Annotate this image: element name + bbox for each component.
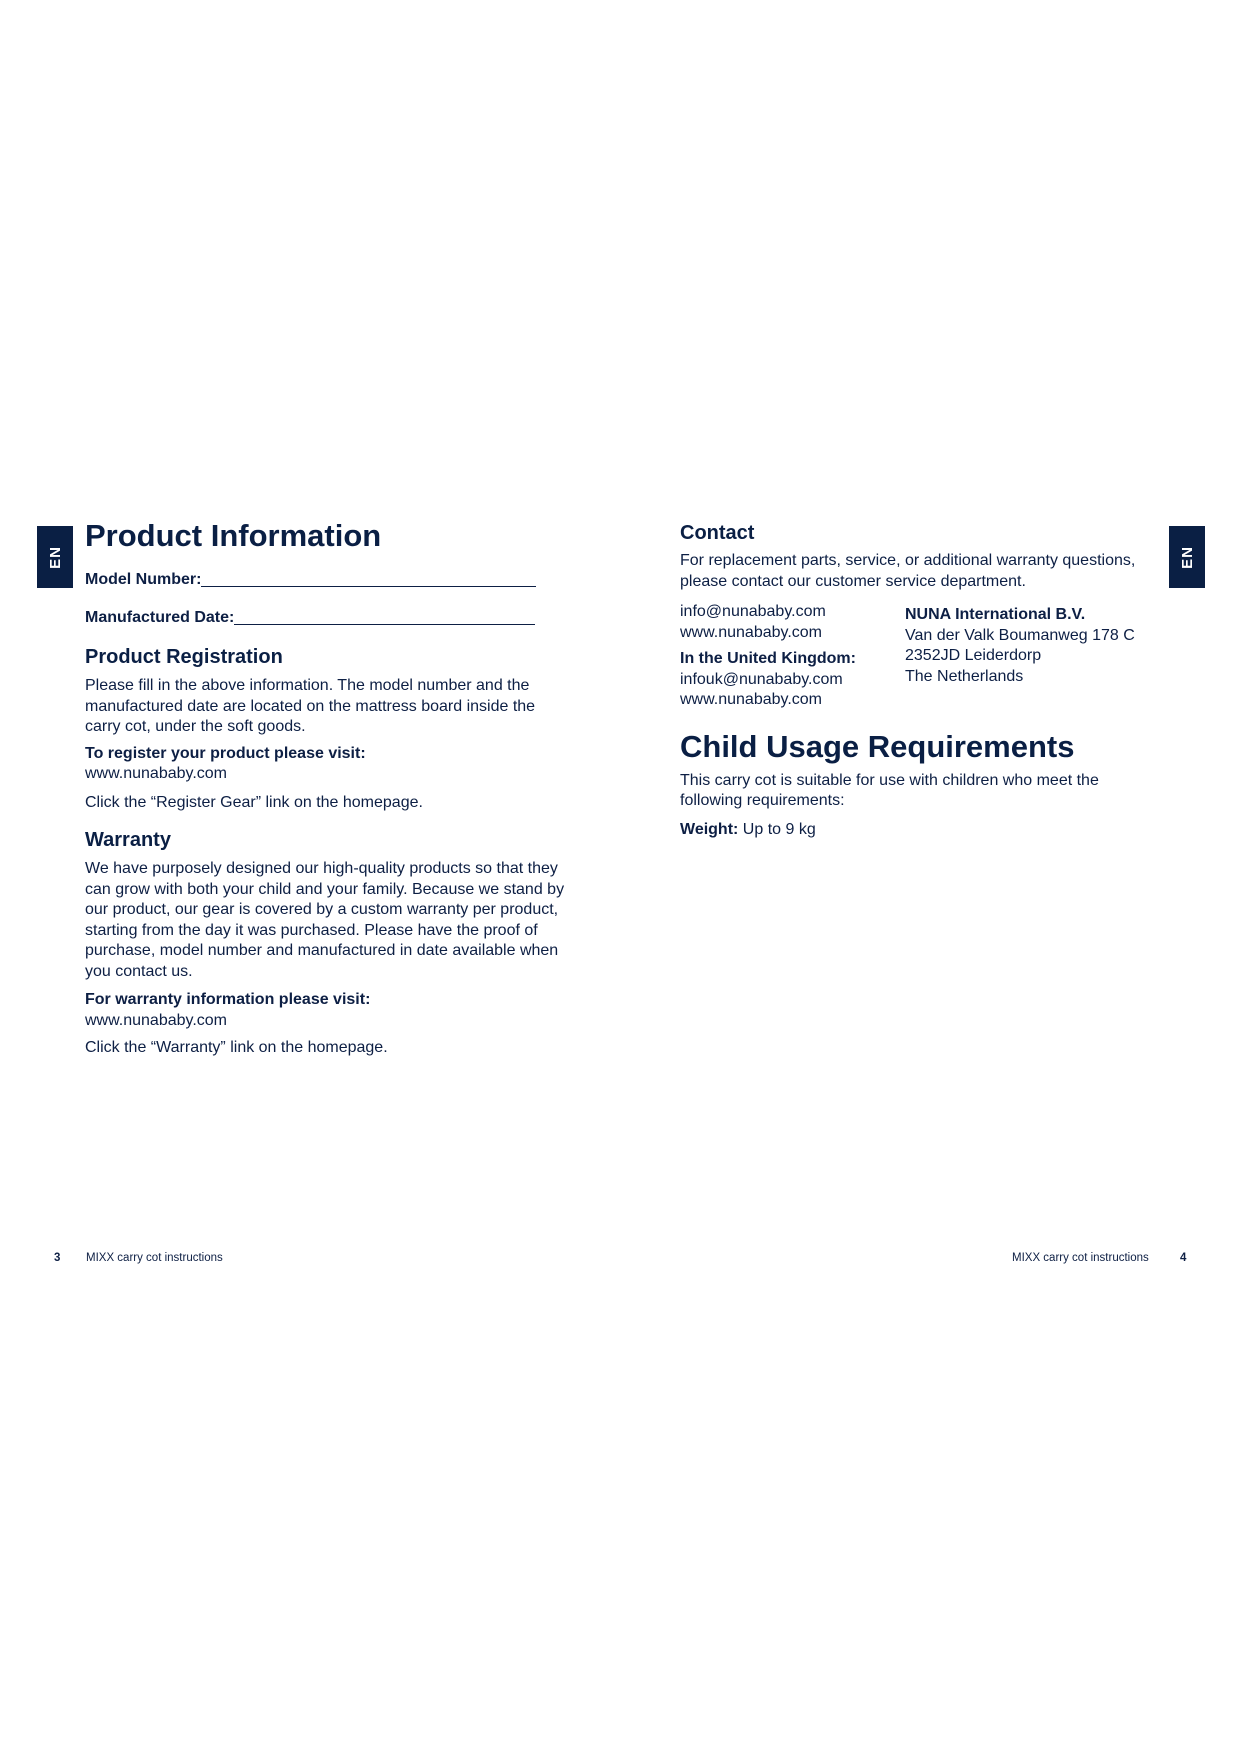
contact-uk-label: In the United Kingdom: (680, 650, 856, 667)
child-usage-heading: Child Usage Requirements (680, 728, 1075, 764)
page-title: Product Information (85, 518, 382, 553)
contact-uk-website[interactable]: www.nunababy.com (680, 691, 822, 708)
footer-doc-title-right: MIXX carry cot instructions (1012, 1252, 1149, 1264)
manufactured-date-label: Manufactured Date: (85, 609, 235, 626)
warranty-visit-label: For warranty information please visit: (85, 991, 371, 1008)
warranty-heading: Warranty (85, 829, 171, 851)
footer-doc-title-left: MIXX carry cot instructions (86, 1252, 223, 1264)
left-page-content (85, 516, 565, 1059)
company-name: NUNA International B.V. (905, 606, 1086, 623)
contact-website[interactable]: www.nunababy.com (680, 623, 822, 641)
warranty-body: We have purposely designed our high-quality products so that they can grow with both your child and your family. Because we stand by our product, our gear is covered by a custom warranty per product, starting from the day it was purchased. Please have the proof of purchase, model number and manufactured in date available when you contact us. (85, 860, 565, 980)
contact-intro: For replacement parts, service, or additional warranty questions, please contact our customer service department. (680, 552, 1136, 590)
warranty-url[interactable]: www.nunababy.com (85, 1011, 227, 1029)
registration-visit-label: To register your product please visit: (85, 744, 366, 762)
address-line-1: Van der Valk Boumanweg 178 C (905, 626, 1135, 644)
language-tab-right (1169, 526, 1205, 588)
registration-click-text: Click the “Register Gear” link on the homepage. (85, 793, 423, 811)
address-line-3: The Netherlands (905, 667, 1024, 685)
contact-heading: Contact (680, 522, 755, 544)
model-number-label: Model Number: (85, 571, 202, 588)
page-number-right: 4 (1180, 1252, 1187, 1264)
contact-email[interactable]: info@nunababy.com (680, 603, 826, 620)
contact-online (680, 602, 905, 711)
child-usage-intro: This carry cot is suitable for use with children who meet the following requirements: (680, 771, 1099, 809)
manufactured-date-field (85, 608, 565, 628)
registration-body: Please fill in the above information. The model number and the manufactured date are located on the mattress board inside the carry cot, under the soft goods. (85, 677, 536, 735)
address-line-2: 2352JD Leiderdorp (905, 647, 1042, 664)
contact-address (905, 602, 1160, 711)
weight-label: Weight: (680, 820, 739, 838)
model-number-field (85, 570, 565, 590)
manufactured-date-line[interactable] (234, 623, 535, 625)
contact-uk-email[interactable]: infouk@nunababy.com (680, 670, 843, 688)
language-tab-left (37, 526, 73, 588)
model-number-line[interactable] (201, 585, 536, 587)
warranty-click-text: Click the “Warranty” link on the homepage. (85, 1039, 388, 1056)
registration-url[interactable]: www.nunababy.com (85, 765, 227, 782)
language-tab-label: EN (46, 545, 64, 569)
weight-value: Up to 9 kg (738, 820, 816, 838)
registration-heading: Product Registration (85, 646, 283, 668)
right-page-content (680, 520, 1160, 840)
page-number-left: 3 (54, 1252, 61, 1264)
weight-requirement (680, 820, 1160, 841)
language-tab-label: EN (1178, 545, 1196, 569)
contact-details (680, 602, 1160, 711)
